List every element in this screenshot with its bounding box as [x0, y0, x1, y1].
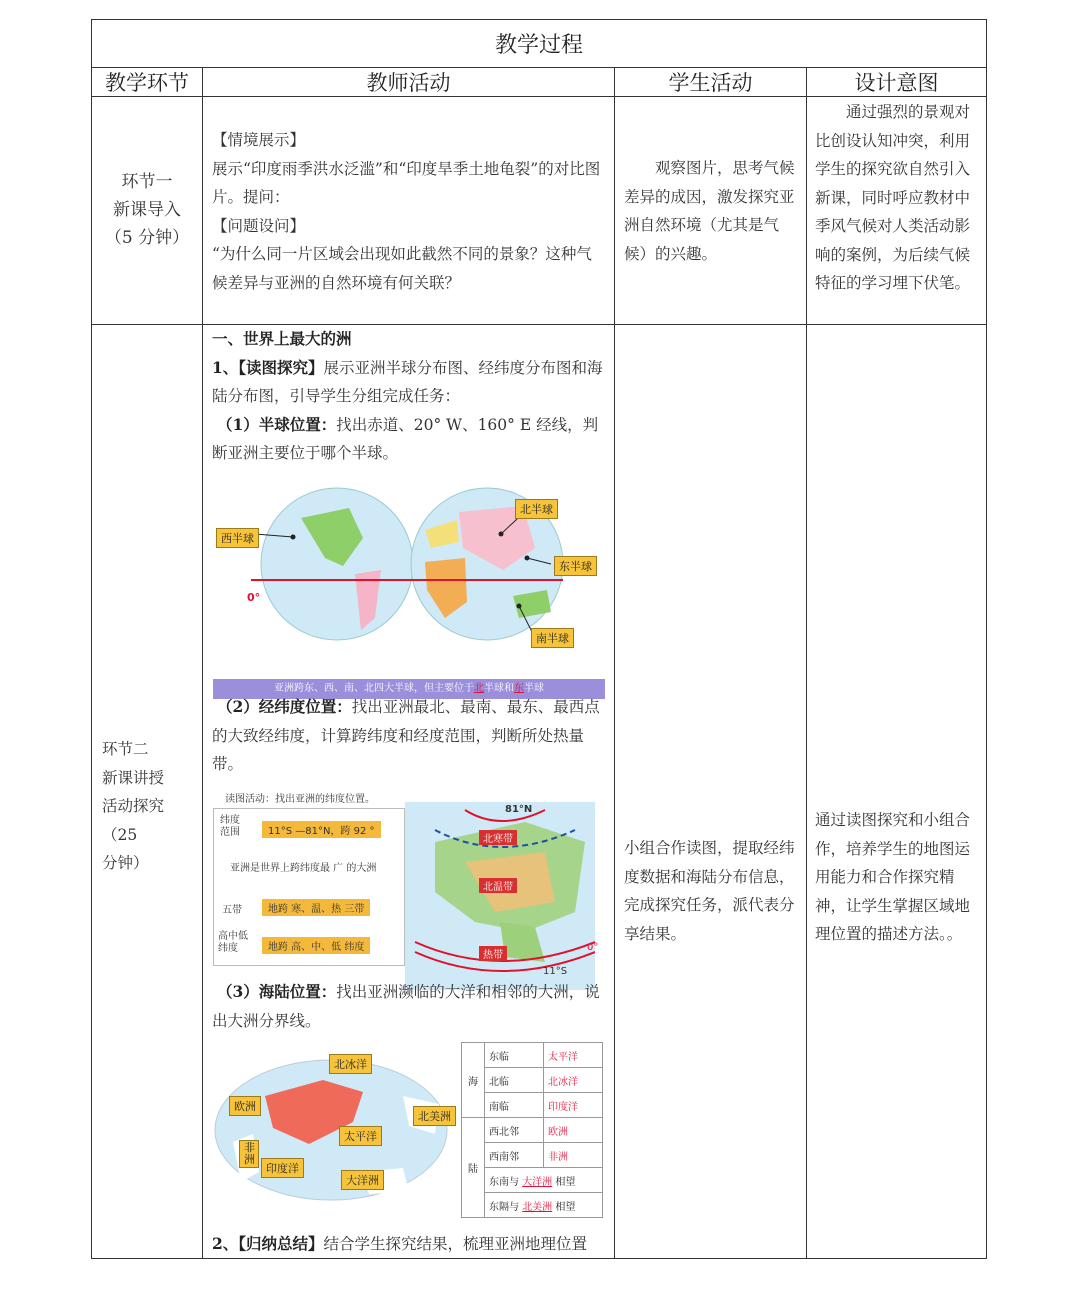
design-intent-2: 通过读图探究和小组合作，培养学生的地图运用能力和合作探究精神，让学生掌握区域地理位置的描述方法。。 [815, 811, 971, 943]
student-activity-2: 小组合作读图，提取经纬度数据和海陆分布信息，完成探究任务，派代表分享结果。 [624, 839, 795, 943]
stage-2: 环节二 新课讲授 活动探究（25 分钟） [102, 740, 165, 872]
lat-north: 81°N [505, 804, 533, 815]
section-heading: 一、世界上最大的洲 [212, 329, 352, 348]
lat-south: 11°S [543, 966, 568, 977]
teacher-activity-1: 【情境展示】 展示“印度雨季洪水泛滥”和“印度旱季土地龟裂”的对比图片。提问： 【问题设问】 “为什么同一片区域会出现如此截然不同的景象？这种气候差异与亚洲的自然环境有何关联？ [212, 131, 601, 292]
zone-north-cold: 北寒带 [479, 830, 517, 845]
zone-tropical: 热带 [479, 946, 507, 961]
question-2: （2）经纬度位置：找出亚洲最北、最南、最东、最西点的大致经纬度，计算跨纬度和经度范围，判断所处热量带。 [212, 697, 600, 773]
header-student: 学生活动 [615, 68, 806, 97]
item-2: 2、【归纳总结】结合学生探究结果，梳理亚洲地理位置 [212, 1234, 588, 1253]
equator-label: 0° [247, 591, 261, 604]
header-teacher: 教师活动 [203, 68, 614, 97]
zone-north-temperate: 北温带 [479, 878, 517, 893]
sea-land-figure: 北冰洋 欧洲 北美洲 太平洋 非洲 印度洋 大洋洲 海 东临 太平洋 北临 北冰洋 南临 印度洋 陆 西北邻 欧洲 西南邻 非洲 东南与 大洋洲 相望 东隔与 北美洲 相望 [213, 1042, 605, 1220]
stage-1: 环节一 新课导入 （5 分钟） [104, 172, 190, 248]
south-hemisphere-tag: 南半球 [531, 628, 574, 648]
header-stage: 教学环节 [92, 68, 202, 97]
sea-land-map [213, 1052, 449, 1208]
latitude-table: 纬度范围 11°S —81°N，跨 92 ° 亚洲是世界上跨纬度最 广 的大洲 五带 地跨 寒、温、热 三带 高中低纬度 地跨 高、中、低 纬度 [213, 808, 405, 966]
latitude-figure [213, 782, 605, 977]
table-title: 教学过程 [92, 20, 986, 68]
lesson-process-table [91, 19, 987, 1259]
hemisphere-map-figure [213, 478, 605, 694]
north-hemisphere-tag: 北半球 [515, 499, 558, 519]
west-hemisphere-tag: 西半球 [216, 528, 259, 548]
hemisphere-caption: 亚洲跨东、西、南、北四大半球，但主要位于北半球和东半球 [213, 679, 605, 699]
design-intent-1: 通过强烈的景观对比创设认知冲突，利用学生的探究欲自然引入新课，同时呼应教材中季风气候对人类活动影响的案例，为后续气候特征的学习埋下伏笔。 [815, 103, 971, 292]
teacher-activity-2-top: 一、世界上最大的洲 1、【读图探究】展示亚洲半球分布图、经纬度分布图和海陆分布图，引导学生分组完成任务： （1）半球位置：找出赤道、20° W、160° E 经线，判断亚洲主要位于哪个半球。 [212, 329, 603, 462]
east-hemisphere-tag: 东半球 [554, 556, 597, 576]
question-3: （3）海陆位置：找出亚洲濒临的大洋和相邻的大洲，说出大洲分界线。 [212, 982, 600, 1030]
header-design: 设计意图 [807, 68, 986, 97]
student-activity-1: 观察图片，思考气候差异的成因，激发探究亚洲自然环境（尤其是气候）的兴趣。 [624, 159, 795, 263]
lat-zero: 0° [587, 942, 599, 953]
latitude-activity-title: 读图活动：找出亚洲的纬度位置。 [225, 794, 375, 805]
sea-land-table: 海 东临 太平洋 北临 北冰洋 南临 印度洋 陆 西北邻 欧洲 西南邻 非洲 东南与 大洋洲 相望 东隔与 北美洲 相望 [461, 1042, 603, 1218]
